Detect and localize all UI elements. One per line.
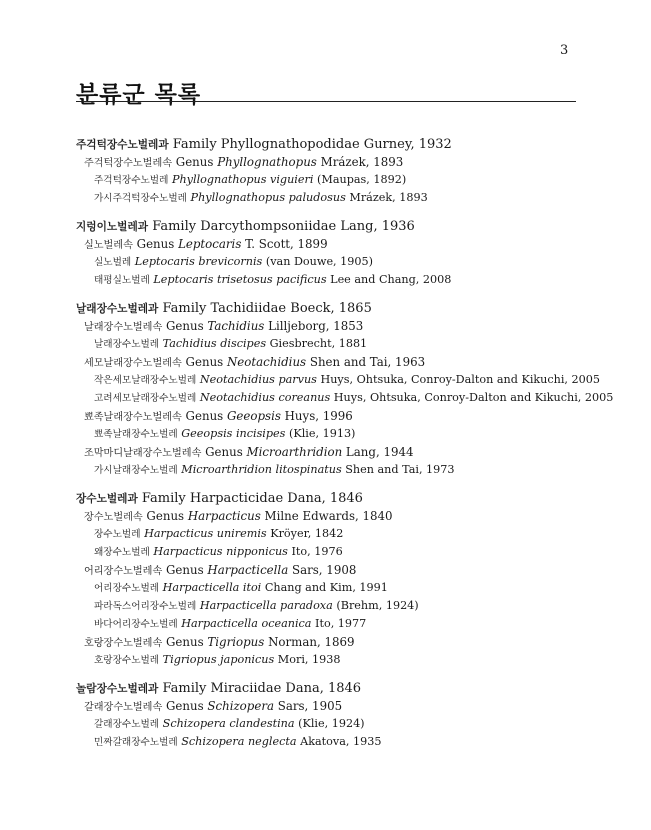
- authority: Lee and Chang, 2008: [326, 273, 452, 286]
- authority: Lang, 1944: [342, 445, 414, 459]
- korean-name: 작은세모날래장수노벌레: [94, 375, 197, 386]
- korean-name: 어리장수노벌레: [94, 583, 160, 594]
- scientific-name: Neotachidius coreanus: [199, 391, 331, 404]
- rank-label: Family: [137, 491, 190, 506]
- species-entry: [94, 373, 600, 388]
- authority: Milne Edwards, 1840: [260, 509, 393, 523]
- species-entry: [94, 391, 613, 406]
- genus-entry: [84, 635, 354, 651]
- authority: Kröyer, 1842: [266, 527, 344, 540]
- scientific-name: Tigriopus japonicus: [162, 653, 275, 666]
- species-entry: [94, 735, 381, 750]
- authority: (Klie, 1913): [285, 427, 356, 440]
- species-entry: [94, 617, 366, 632]
- species-entry: [94, 717, 365, 732]
- family-name: Tachidiidae: [210, 301, 287, 316]
- korean-name: 고려세모날래장수노벌레: [94, 393, 197, 404]
- korean-name: 뾰족날래장수노벌레속: [84, 412, 182, 423]
- authority: (van Douwe, 1905): [262, 255, 374, 268]
- rank-label: Genus: [142, 509, 188, 523]
- page-number: 3: [560, 43, 569, 58]
- scientific-name: Phyllognathopus: [217, 155, 317, 169]
- korean-name: 호랑장수노벌레속: [84, 638, 163, 649]
- korean-name: 어리장수노벌레속: [84, 566, 163, 577]
- rank-label: Genus: [172, 155, 218, 169]
- korean-name: 갈래장수노벌레속: [84, 702, 163, 713]
- korean-name: 가시주걱턱장수노벌레: [94, 193, 187, 204]
- scientific-name: Schizopera neglecta: [181, 735, 297, 748]
- scientific-name: Harpacticella itoi: [162, 581, 262, 594]
- korean-name: 세모날래장수노벌레속: [84, 358, 182, 369]
- authority: Huys, Ohtsuka, Conroy-Dalton and Kikuchi, 2005: [316, 373, 601, 386]
- species-entry: [94, 337, 367, 352]
- rank-label: Genus: [201, 445, 247, 459]
- species-entry: [94, 463, 455, 478]
- family-entry: [76, 491, 363, 507]
- scientific-name: Neotachidius parvus: [199, 373, 317, 386]
- authority: Dana, 1846: [283, 491, 363, 506]
- korean-name: 주걱턱장수노벌레속: [84, 158, 173, 169]
- scientific-name: Geeopsis incisipes: [181, 427, 286, 440]
- korean-name: 조막마디날래장수노벌레속: [84, 448, 202, 459]
- authority: Mrázek, 1893: [316, 155, 404, 169]
- authority: (Klie, 1924): [294, 717, 365, 730]
- scientific-name: Leptocaris trisetosus pacificus: [153, 273, 327, 286]
- authority: Sars, 1908: [288, 563, 357, 577]
- authority: Gurney, 1932: [359, 137, 452, 152]
- species-entry: [94, 427, 355, 442]
- authority: Lang, 1936: [336, 219, 415, 234]
- species-entry: [94, 527, 343, 542]
- authority: Boeck, 1865: [286, 301, 372, 316]
- authority: Shen and Tai, 1963: [306, 355, 426, 369]
- scientific-name: Geeopsis: [226, 409, 281, 423]
- authority: Dana, 1846: [281, 681, 362, 696]
- korean-name: 가시날래장수노벌레: [94, 465, 178, 476]
- authority: (Maupas, 1892): [313, 173, 407, 186]
- authority: (Brehm, 1924): [332, 599, 419, 612]
- genus-entry: [84, 355, 425, 371]
- species-entry: [94, 581, 388, 596]
- genus-entry: [84, 445, 413, 461]
- family-name: Darcythompsoniidae: [200, 219, 337, 234]
- rank-label: Genus: [162, 319, 208, 333]
- korean-name: 날래장수노벌레과: [76, 302, 159, 315]
- scientific-name: Harpacticella oceanica: [181, 617, 312, 630]
- genus-entry: [84, 409, 353, 425]
- authority: Chang and Kim, 1991: [261, 581, 388, 594]
- family-entry: [76, 137, 452, 153]
- scientific-name: Microarthridion litospinatus: [181, 463, 342, 476]
- authority: Akatova, 1935: [296, 735, 382, 748]
- genus-entry: [84, 509, 393, 525]
- korean-name: 장수노벌레: [94, 529, 141, 540]
- authority: Lilljeborg, 1853: [264, 319, 364, 333]
- korean-name: 뾰족날래장수노벌레: [94, 429, 178, 440]
- rank-label: Genus: [181, 355, 227, 369]
- rank-label: Family: [168, 137, 221, 152]
- authority: Mori, 1938: [274, 653, 341, 666]
- rank-label: Family: [158, 681, 211, 696]
- species-entry: [94, 255, 373, 270]
- family-entry: [76, 301, 372, 317]
- genus-entry: [84, 237, 328, 253]
- scientific-name: Neotachidius: [226, 355, 307, 369]
- korean-name: 놀람장수노벌레과: [76, 682, 159, 695]
- scientific-name: Microarthridion: [246, 445, 343, 459]
- rank-label: Genus: [132, 237, 179, 251]
- rank-label: Genus: [181, 409, 227, 423]
- authority: Ito, 1977: [311, 617, 367, 630]
- family-entry: [76, 681, 361, 697]
- authority: Mrázek, 1893: [345, 191, 428, 204]
- korean-name: 호랑장수노벌레: [94, 655, 160, 666]
- rank-label: Family: [148, 219, 201, 234]
- korean-name: 실노벌레속: [84, 240, 133, 251]
- title-divider: [76, 101, 576, 102]
- korean-name: 갈래장수노벌레: [94, 719, 160, 730]
- scientific-name: Harpacticella: [207, 563, 289, 577]
- family-entry: [76, 219, 415, 235]
- korean-name: 주걱턱장수노벌레과: [76, 138, 169, 151]
- authority: Huys, 1996: [280, 409, 353, 423]
- korean-name: 바다어리장수노벌레: [94, 619, 178, 630]
- scientific-name: Leptocaris brevicornis: [134, 255, 263, 268]
- scientific-name: Schizopera clandestina: [162, 717, 295, 730]
- genus-entry: [84, 563, 356, 579]
- korean-name: 파라독스어리장수노벌레: [94, 601, 197, 612]
- scientific-name: Tachidius: [207, 319, 265, 333]
- species-entry: [94, 599, 419, 614]
- genus-entry: [84, 699, 342, 715]
- species-entry: [94, 191, 428, 206]
- authority: Shen and Tai, 1973: [341, 463, 455, 476]
- scientific-name: Tigriopus: [207, 635, 265, 649]
- scientific-name: Tachidius discipes: [162, 337, 267, 350]
- rank-label: Genus: [162, 699, 208, 713]
- scientific-name: Harpacticus uniremis: [144, 527, 267, 540]
- species-entry: [94, 273, 451, 288]
- scientific-name: Leptocaris: [178, 237, 242, 251]
- korean-name: 날래장수노벌레속: [84, 322, 163, 333]
- korean-name: 주걱턱장수노벌레: [94, 175, 169, 186]
- scientific-name: Harpacticus: [187, 509, 261, 523]
- korean-name: 왜장수노벌레: [94, 547, 150, 558]
- korean-name: 태평실노벌레: [94, 275, 150, 286]
- korean-name: 날래장수노벌레: [94, 339, 160, 350]
- rank-label: Genus: [162, 635, 208, 649]
- rank-label: Genus: [162, 563, 208, 577]
- genus-entry: [84, 155, 403, 171]
- genus-entry: [84, 319, 363, 335]
- scientific-name: Phyllognathopus paludosus: [190, 191, 346, 204]
- scientific-name: Harpacticella paradoxa: [199, 599, 333, 612]
- korean-name: 장수노벌레속: [84, 512, 143, 523]
- authority: T. Scott, 1899: [241, 237, 328, 251]
- authority: Ito, 1976: [287, 545, 343, 558]
- korean-name: 장수노벌레과: [76, 492, 138, 505]
- authority: Giesbrecht, 1881: [266, 337, 368, 350]
- korean-name: 실노벌레: [94, 257, 132, 268]
- rank-label: Family: [158, 301, 211, 316]
- korean-name: 지렁이노벌레과: [76, 220, 149, 233]
- authority: Huys, Ohtsuka, Conroy-Dalton and Kikuchi, 2005: [330, 391, 614, 404]
- korean-name: 민짜갈래장수노벌레: [94, 737, 178, 748]
- species-entry: [94, 173, 406, 188]
- authority: Norman, 1869: [264, 635, 355, 649]
- family-name: Phyllognathopodidae: [220, 137, 360, 152]
- authority: Sars, 1905: [274, 699, 343, 713]
- scientific-name: Phyllognathopus viguieri: [171, 173, 314, 186]
- family-name: Miraciidae: [210, 681, 282, 696]
- page-title: 분류군 목록: [76, 82, 202, 108]
- family-name: Harpacticidae: [189, 491, 284, 506]
- species-entry: [94, 545, 343, 560]
- scientific-name: Harpacticus nipponicus: [153, 545, 288, 558]
- species-entry: [94, 653, 340, 668]
- scientific-name: Schizopera: [207, 699, 274, 713]
